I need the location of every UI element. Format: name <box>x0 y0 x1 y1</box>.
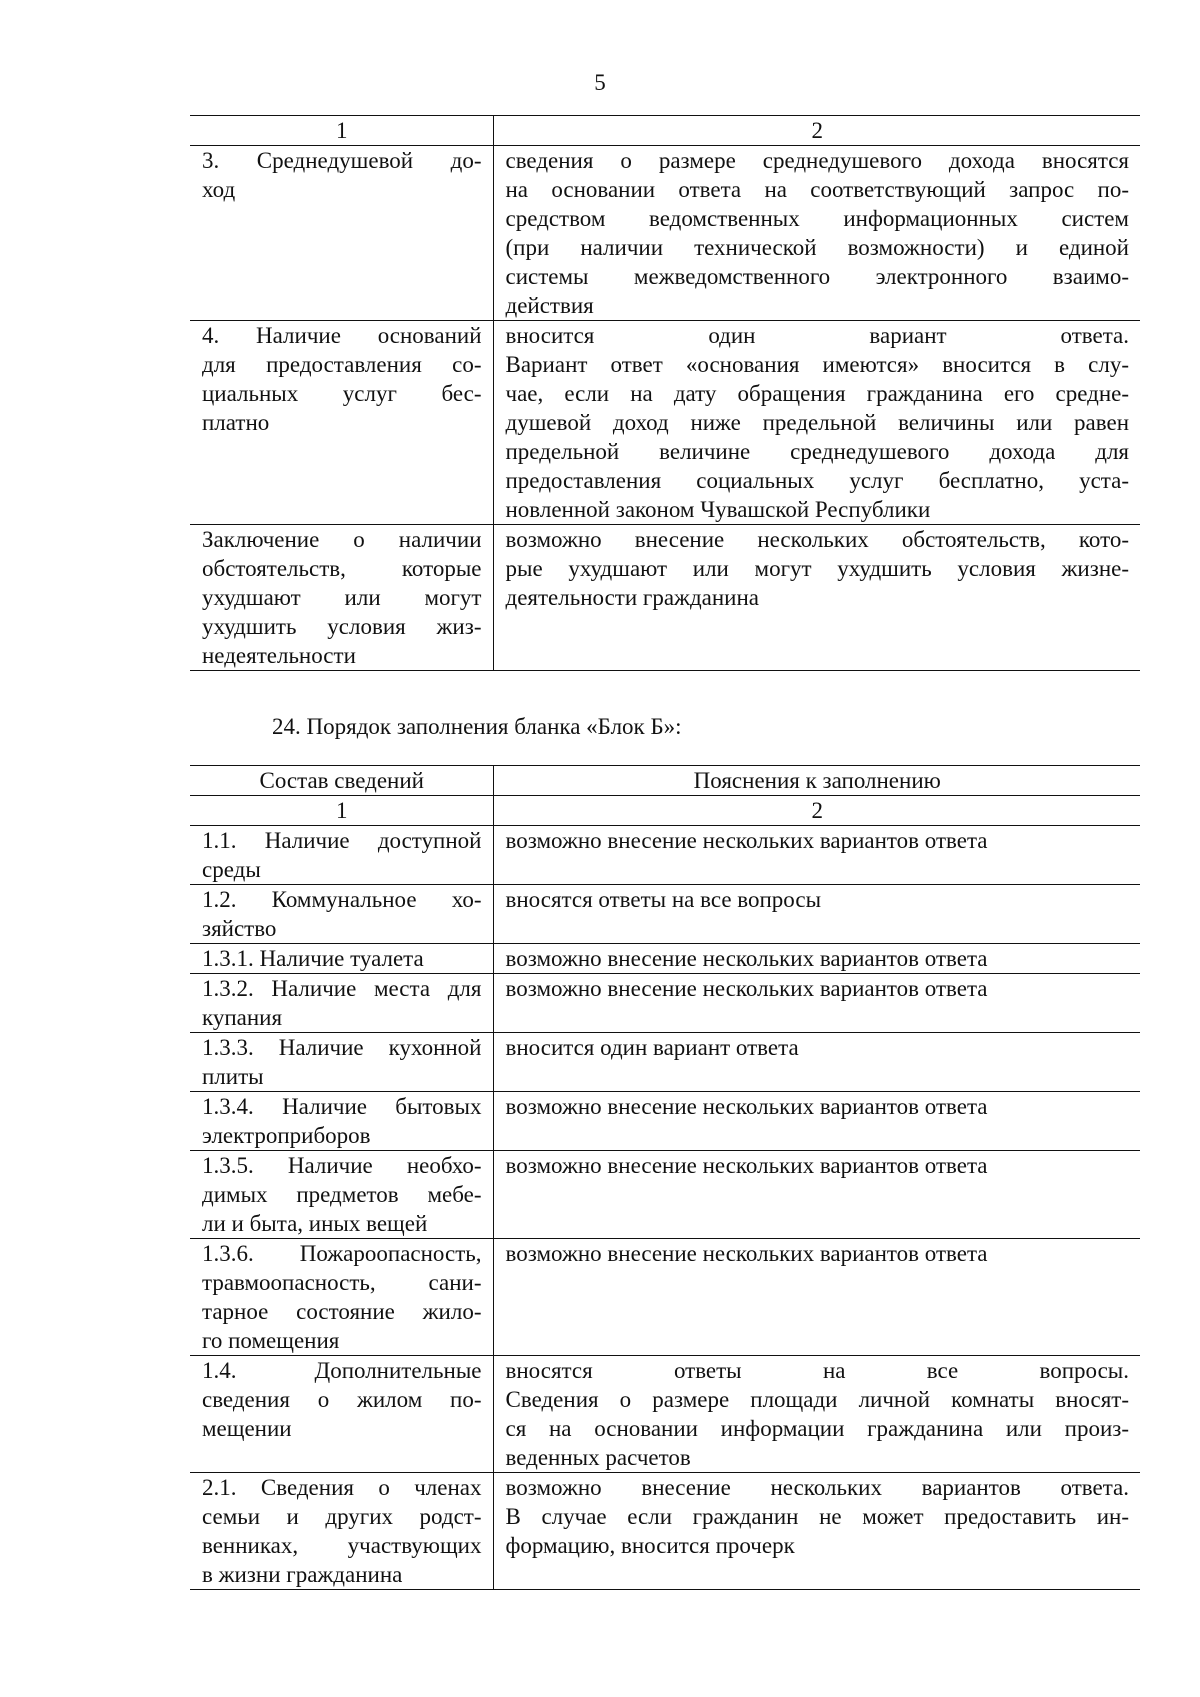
text-line: системы межведомственного электронного взаимо- <box>505 264 1129 289</box>
table2-title-row-cell: Состав сведений <box>190 766 493 796</box>
table-row <box>190 1356 1140 1473</box>
text-line: ли и быта, иных вещей <box>202 1211 428 1236</box>
text-line: плиты <box>202 1064 264 1089</box>
item-explanation-cell <box>493 1033 1140 1092</box>
text-line: рые ухудшают или могут ухудшить условия жизне- <box>505 556 1129 581</box>
item-explanation-cell <box>493 944 1140 974</box>
text-line: ухудшить условия жиз- <box>202 614 482 639</box>
item-explanation-cell <box>493 321 1140 525</box>
item-name-cell <box>190 826 493 885</box>
text-line: обстоятельств, которые <box>202 556 482 581</box>
text-line: Сведения о размере площади личной комнаты вносят- <box>505 1387 1129 1412</box>
text-line: мещении <box>202 1416 292 1441</box>
item-explanation-cell <box>493 826 1140 885</box>
item-name-cell <box>190 1151 493 1239</box>
text-line: возможно внесение нескольких вариантов ответа <box>505 1241 988 1266</box>
item-name-cell <box>190 944 493 974</box>
text-line: предоставления социальных услуг бесплатно, уста- <box>505 468 1129 493</box>
text-line: 1.3.5. Наличие необхо- <box>202 1153 482 1178</box>
table-row <box>190 885 1140 944</box>
text-line: венниках, участвующих <box>202 1533 482 1558</box>
item-name-cell <box>190 1473 493 1590</box>
text-line: в жизни гражданина <box>202 1562 403 1587</box>
item-explanation-cell <box>493 1092 1140 1151</box>
text-line: 2.1. Сведения о членах <box>202 1475 482 1500</box>
item-name-cell <box>190 1239 493 1356</box>
text-line: 1.3.1. Наличие туалета <box>202 946 424 971</box>
text-line: 1.1. Наличие доступной <box>202 828 482 853</box>
text-line: деятельности гражданина <box>505 585 759 610</box>
table2-number-row <box>190 796 1140 826</box>
table2-number-row-cell: 2 <box>493 796 1140 826</box>
text-line: 1.3.2. Наличие места для <box>202 976 482 1001</box>
text-line: возможно внесение нескольких вариантов ответа <box>505 1094 988 1119</box>
table2-body <box>190 766 1140 1590</box>
text-line: средством ведомственных информационных систем <box>505 206 1129 231</box>
text-line: 1.3.6. Пожароопасность, <box>202 1241 482 1266</box>
table1-body <box>190 116 1140 671</box>
table-row <box>190 944 1140 974</box>
table-row <box>190 1151 1140 1239</box>
text-line: предельной величине среднедушевого дохода для <box>505 439 1129 464</box>
item-name-cell <box>190 1092 493 1151</box>
text-line: веденных расчетов <box>505 1445 691 1470</box>
text-line: ухудшают или могут <box>202 585 482 610</box>
text-line: травмоопасность, сани- <box>202 1270 482 1295</box>
text-line: 1.3.4. Наличие бытовых <box>202 1094 482 1119</box>
table-row <box>190 525 1140 671</box>
table2-title-row-cell: Пояснения к заполнению <box>493 766 1140 796</box>
item-name-cell <box>190 146 493 321</box>
text-line: Заключение о наличии <box>202 527 482 552</box>
item-explanation-cell <box>493 974 1140 1033</box>
text-line: возможно внесение нескольких вариантов ответа <box>505 946 988 971</box>
text-line: электроприборов <box>202 1123 371 1148</box>
table-row <box>190 146 1140 321</box>
table2-title-row <box>190 766 1140 796</box>
text-line: сведения о размере среднедушевого дохода вносятся <box>505 148 1129 173</box>
text-line: среды <box>202 857 261 882</box>
table1-header-row-cell: 1 <box>190 116 493 146</box>
text-line: платно <box>202 410 270 435</box>
text-line: Вариант ответ «основания имеются» вносится в слу- <box>505 352 1129 377</box>
table-row <box>190 321 1140 525</box>
text-line: возможно внесение нескольких обстоятельств, кото- <box>505 527 1129 552</box>
page-number: 5 <box>594 70 606 95</box>
text-line: димых предметов мебе- <box>202 1182 482 1207</box>
item-explanation-cell <box>493 525 1140 671</box>
item-name-cell <box>190 525 493 671</box>
text-line: вносятся ответы на все вопросы <box>505 887 822 912</box>
text-line: формацию, вносится прочерк <box>505 1533 795 1558</box>
text-line: чае, если на дату обращения гражданина его средне- <box>505 381 1129 406</box>
item-explanation-cell <box>493 1473 1140 1590</box>
table1-header-row-cell: 2 <box>493 116 1140 146</box>
table-block-b <box>190 765 1140 1590</box>
item-name-cell <box>190 885 493 944</box>
item-explanation-cell <box>493 146 1140 321</box>
text-line: 3. Среднедушевой до- <box>202 148 482 173</box>
table-row <box>190 1033 1140 1092</box>
text-line: душевой доход ниже предельной величины или равен <box>505 410 1129 435</box>
text-line: 4. Наличие оснований <box>202 323 482 348</box>
item-name-cell <box>190 1033 493 1092</box>
text-line: купания <box>202 1005 283 1030</box>
item-explanation-cell <box>493 1356 1140 1473</box>
table-row <box>190 1473 1140 1590</box>
text-line: новленной законом Чувашской Республики <box>505 497 931 522</box>
text-line: го помещения <box>202 1328 340 1353</box>
table-row <box>190 1239 1140 1356</box>
text-line: возможно внесение нескольких вариантов ответа <box>505 828 988 853</box>
text-line: действия <box>505 293 594 318</box>
item-name-cell <box>190 1356 493 1473</box>
table-row <box>190 974 1140 1033</box>
text-line: 1.3.3. Наличие кухонной <box>202 1035 482 1060</box>
item-explanation-cell <box>493 885 1140 944</box>
text-line: на основании ответа на соответствующий запрос по- <box>505 177 1129 202</box>
text-line: для предоставления со- <box>202 352 482 377</box>
text-line: ся на основании информации гражданина или произ- <box>505 1416 1129 1441</box>
text-line: 1.2. Коммунальное хо- <box>202 887 482 912</box>
text-line: возможно внесение нескольких вариантов ответа <box>505 1153 988 1178</box>
text-line: тарное состояние жило- <box>202 1299 482 1324</box>
text-line: 1.4. Дополнительные <box>202 1358 482 1383</box>
table2-number-row-cell: 1 <box>190 796 493 826</box>
table-block-a-continuation <box>190 115 1140 671</box>
text-line: (при наличии технической возможности) и единой <box>505 235 1129 260</box>
item-name-cell <box>190 974 493 1033</box>
item-explanation-cell <box>493 1151 1140 1239</box>
table-row <box>190 826 1140 885</box>
text-line: возможно внесение нескольких вариантов ответа. <box>505 1475 1129 1500</box>
text-line: сведения о жилом по- <box>202 1387 482 1412</box>
text-line: возможно внесение нескольких вариантов ответа <box>505 976 988 1001</box>
table1-header-row <box>190 116 1140 146</box>
text-line: вносится один вариант ответа <box>505 1035 799 1060</box>
text-line: семьи и других родст- <box>202 1504 482 1529</box>
text-line: циальных услуг бес- <box>202 381 482 406</box>
text-line: недеятельности <box>202 643 356 668</box>
table-row <box>190 1092 1140 1151</box>
item-explanation-cell <box>493 1239 1140 1356</box>
item-name-cell <box>190 321 493 525</box>
text-line: зяйство <box>202 916 277 941</box>
text-line: В случае если гражданин не может предоставить ин- <box>505 1504 1129 1529</box>
text-line: вносятся ответы на все вопросы. <box>505 1358 1129 1383</box>
section-heading: 24. Порядок заполнения бланка «Блок Б»: <box>272 714 682 739</box>
text-line: вносится один вариант ответа. <box>505 323 1129 348</box>
text-line: ход <box>202 177 236 202</box>
